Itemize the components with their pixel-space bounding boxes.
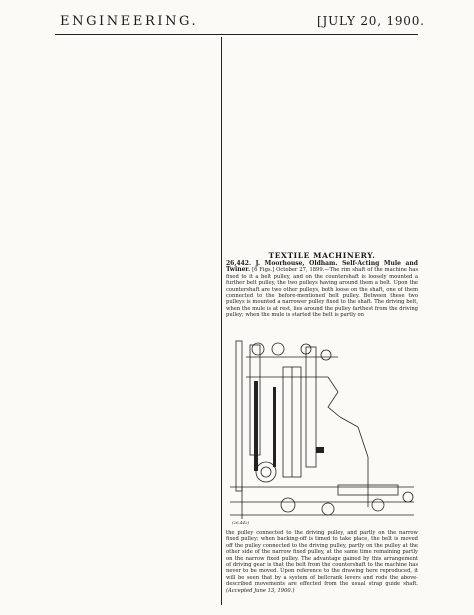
masthead-title: ENGINEERING. — [60, 14, 199, 29]
section-heading: TEXTILE MACHINERY. — [268, 251, 376, 260]
article-lead: 26,442. J. Moorhouse, Oldham. Self-Acting Mule and Twiner. — [226, 260, 418, 274]
article-paragraph-2 — [226, 530, 418, 594]
article-body-1: [6 Figs.] October 27, 1899.—The rim shaft of the machine has fixed to it a belt pulley, and on the countershaft is loosely mounted a further belt pulley, the two pulleys having around them a belt. Upon the countershaft are two other pulleys, both loose on the shaft, one of them connected to the before-mentioned belt pulley. Between these two pulleys is mounted a narrower pulley fixed to the shaft. The driving belt, when the mule is at rest, lies around the pulley farthest from the driving pulley; when the mule is started the belt is partly on — [226, 267, 418, 319]
masthead-date: [JULY 20, 1900. — [317, 14, 425, 28]
figure-caption: (26,442) — [232, 520, 250, 525]
article-paragraph-1 — [226, 261, 418, 319]
accepted-date: (Accepted June 13, 1900.) — [226, 587, 295, 594]
article-body-2: the pulley connected to the driving pulley, and partly on the narrow fixed pulley; when backing-off is timed to take place, the belt is moved off the pulley connected to the driving pulley, partly on the pulley at the other side of the narrow fixed pulley, at the same time remaining partly on the narrow fixed pulley. The advantage gained by this arrangement of driving gear is that the belt from the countershaft to the machine has never to be moved. Upon reference to the drawing here reproduced, it will be seen that by a system of bellcrank levers and rods the above-described movements are effected from the usual strap guide shaft. — [226, 530, 418, 588]
mule-drawing — [228, 337, 416, 525]
header-rule — [55, 34, 418, 35]
column-rule — [221, 37, 222, 605]
